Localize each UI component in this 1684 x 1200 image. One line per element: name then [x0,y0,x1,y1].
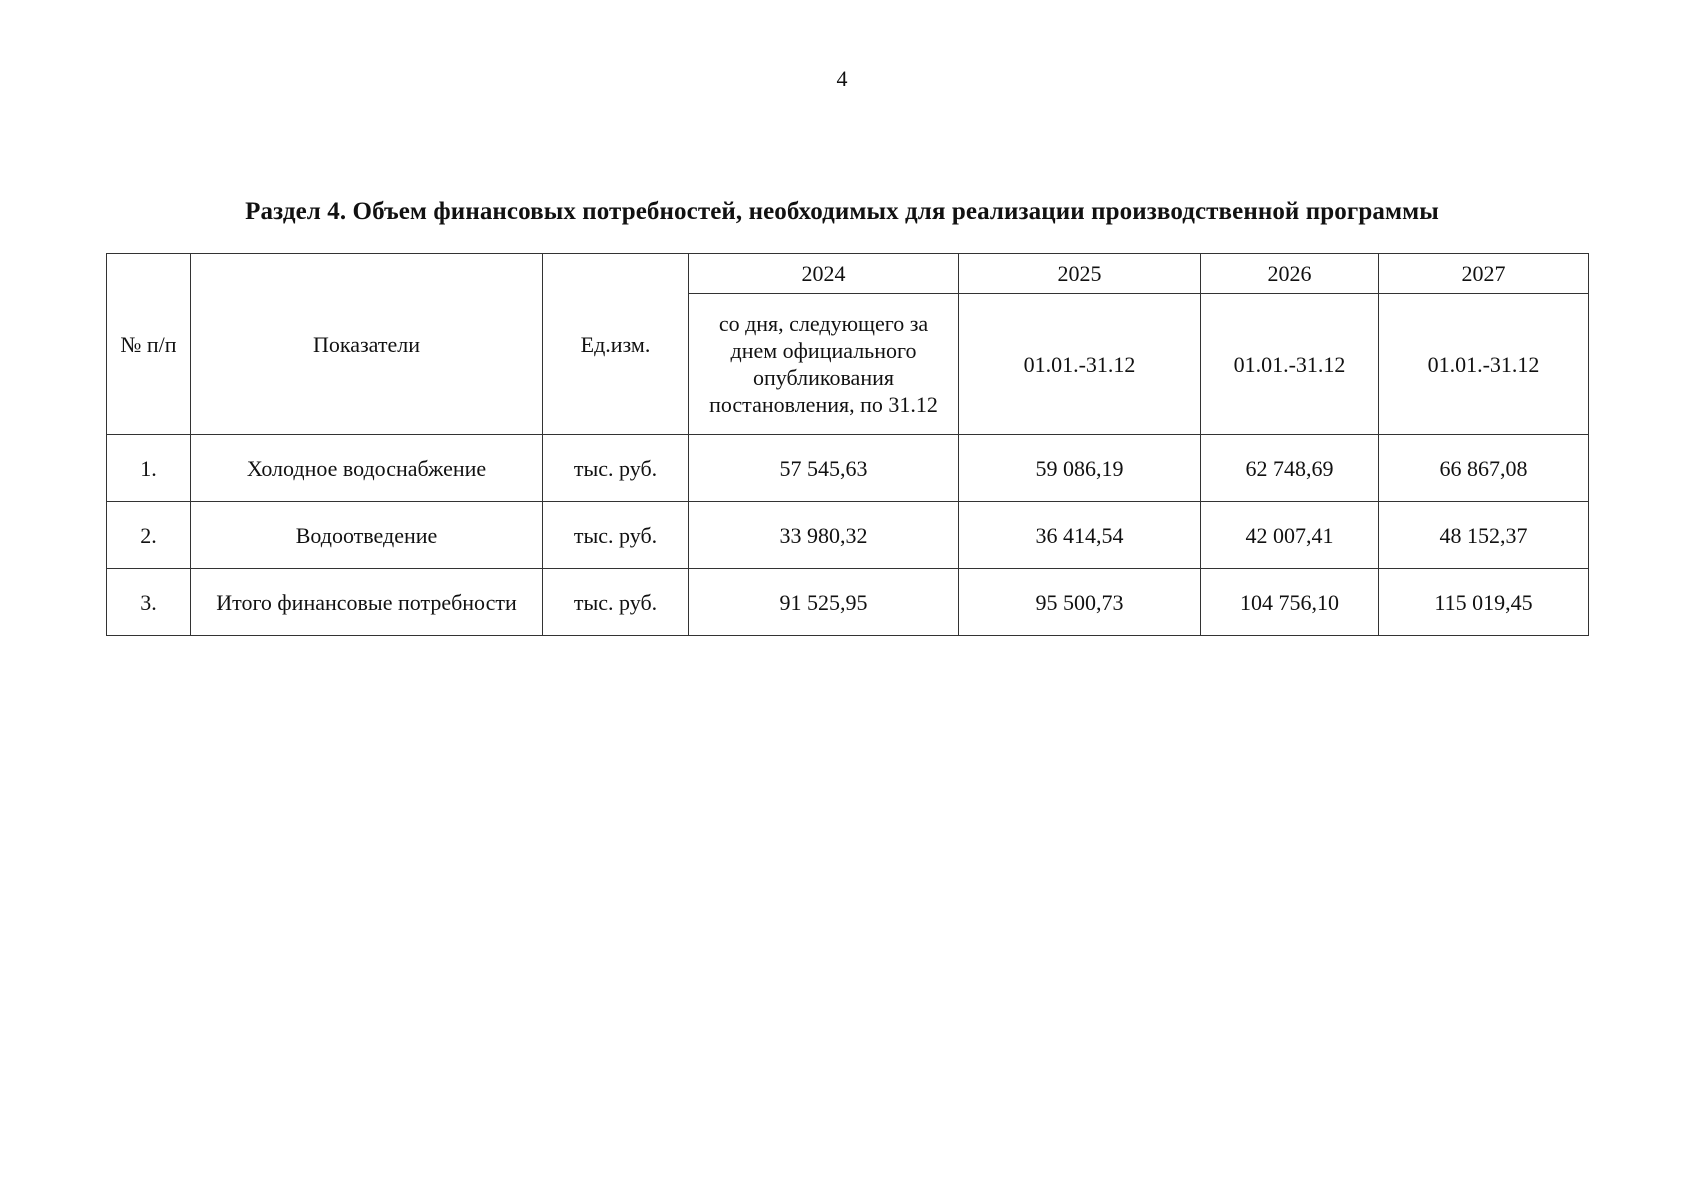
header-year-2027: 2027 [1379,254,1589,294]
row-value-2025: 95 500,73 [959,569,1201,636]
row-value-2027: 115 019,45 [1379,569,1589,636]
row-value-2026: 42 007,41 [1201,502,1379,569]
header-period-2024: со дня, следующего за днем официального опубликования постановления, по 31.12 [689,294,959,435]
row-unit: тыс. руб. [543,502,689,569]
table-row [107,435,1589,502]
row-indicator: Итого финансовые потребности [191,569,543,636]
row-value-2027: 66 867,08 [1379,435,1589,502]
page-number: 4 [836,66,848,91]
row-value-2024: 57 545,63 [689,435,959,502]
header-period-2026: 01.01.-31.12 [1201,294,1379,435]
financial-needs-table [106,253,1589,636]
header-period-2025: 01.01.-31.12 [959,294,1201,435]
row-value-2027: 48 152,37 [1379,502,1589,569]
row-value-2026: 104 756,10 [1201,569,1379,636]
table-row-total [107,569,1589,636]
row-value-2024: 33 980,32 [689,502,959,569]
row-num: 2. [107,502,191,569]
header-indicator: Показатели [191,254,543,435]
row-value-2025: 36 414,54 [959,502,1201,569]
table-row [107,502,1589,569]
row-unit: тыс. руб. [543,435,689,502]
header-row-years [107,254,1589,294]
row-indicator: Холодное водоснабжение [191,435,543,502]
header-num: № п/п [107,254,191,435]
row-unit: тыс. руб. [543,569,689,636]
row-value-2025: 59 086,19 [959,435,1201,502]
section-title: Раздел 4. Объем финансовых потребностей, необходимых для реализации производственной программы [245,198,1439,225]
row-num: 3. [107,569,191,636]
header-year-2025: 2025 [959,254,1201,294]
row-num: 1. [107,435,191,502]
header-unit: Ед.изм. [543,254,689,435]
row-value-2026: 62 748,69 [1201,435,1379,502]
row-indicator: Водоотведение [191,502,543,569]
header-year-2026: 2026 [1201,254,1379,294]
header-year-2024: 2024 [689,254,959,294]
header-period-2027: 01.01.-31.12 [1379,294,1589,435]
row-value-2024: 91 525,95 [689,569,959,636]
